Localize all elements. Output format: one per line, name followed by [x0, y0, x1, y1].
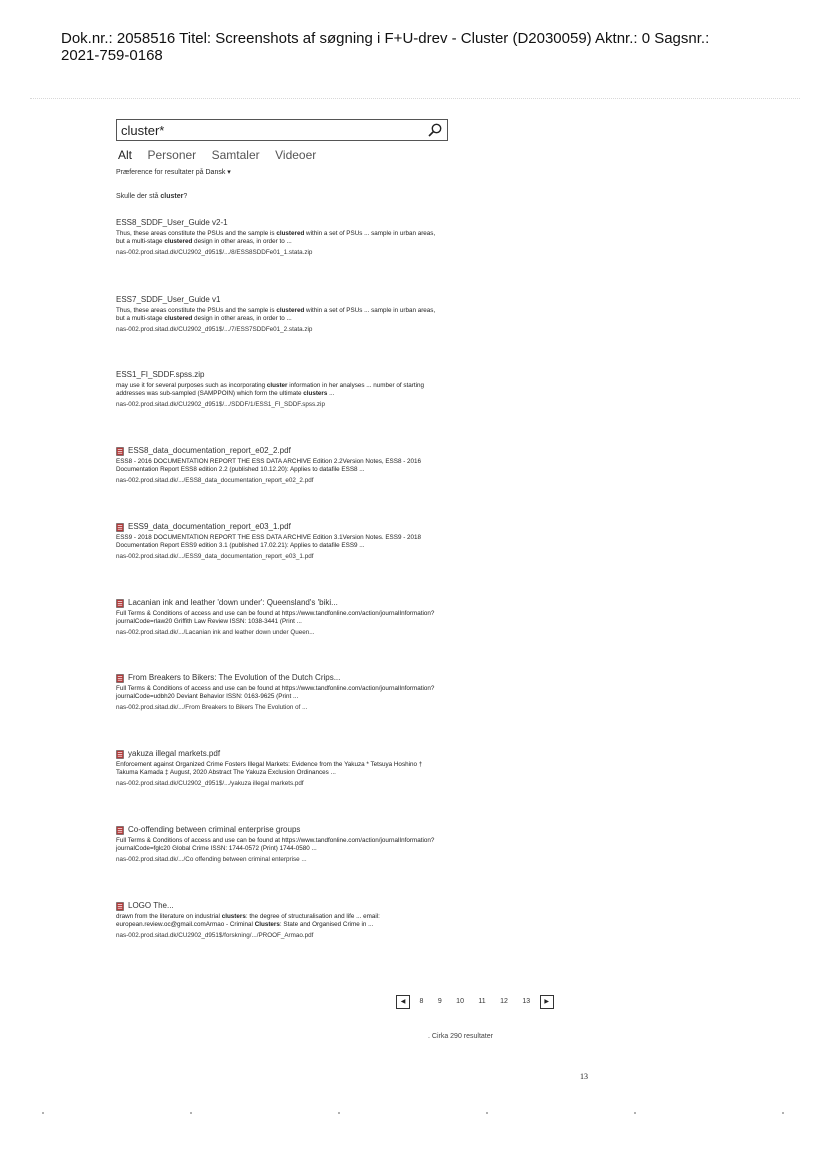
- snippet-text: within a set of PSUs ... sample in urban areas, but a multi-stage: [116, 230, 436, 246]
- result-title[interactable]: [116, 749, 436, 759]
- snippet-text: ESS8 - 2016 DOCUMENTATION REPORT THE ESS DATA ARCHIVE Edition 2.2Version Notes, ESS8 - 2016 Documentation Report ESS8 edition 2.2 (published 10.12.20): Applies to datafile ESS8 ...: [116, 458, 422, 474]
- result-title-text: ESS8_data_documentation_report_e02_2.pdf: [128, 446, 291, 455]
- pdf-file-icon: [116, 750, 124, 759]
- search-box[interactable]: [116, 119, 448, 141]
- snippet-text: Full Terms & Conditions of access and use can be found at https://www.tandfonline.com/action/journalInformation?journalCode=rlaw20 Griffith Law Review ISSN: 1038-3441 (Print ...: [116, 610, 435, 626]
- tab-conversations[interactable]: Samtaler: [211, 148, 260, 162]
- scan-speck: [338, 1112, 340, 1114]
- result-url[interactable]: nas-002.prod.sitad.dk/.../ESS9_data_documentation_report_e03_1.pdf: [116, 553, 314, 561]
- divider: [30, 98, 800, 100]
- snippet-text: drawn from the literature on industrial: [116, 913, 222, 920]
- snippet-highlight: clustered: [164, 238, 193, 246]
- result-title-text: Lacanian ink and leather 'down under': Queensland's 'biki...: [128, 598, 338, 607]
- search-result: [116, 673, 436, 712]
- result-title-text: yakuza illegal markets.pdf: [128, 749, 221, 758]
- search-result: [116, 295, 436, 334]
- search-icon[interactable]: [427, 122, 443, 138]
- search-result: [116, 749, 436, 788]
- result-title-text: ESS8_SDDF_User_Guide v2-1: [116, 218, 228, 227]
- page-number: 13: [580, 1072, 588, 1081]
- result-snippet: [116, 761, 436, 777]
- result-snippet: [116, 685, 436, 701]
- snippet-highlight: clusters: [303, 390, 328, 398]
- snippet-text: Thus, these areas constitute the PSUs and the sample is: [116, 230, 277, 237]
- chevron-left-icon[interactable]: ◀: [396, 995, 410, 1009]
- search-result: [116, 825, 436, 864]
- snippet-text: may use it for several purposes such as incorporating: [116, 382, 267, 389]
- scan-speck: [782, 1112, 784, 1114]
- search-tabs: [118, 146, 327, 162]
- language-preference-label: Præference for resultater på: [116, 169, 204, 176]
- result-title-text: ESS7_SDDF_User_Guide v1: [116, 295, 221, 304]
- result-count: . Cirka 290 resultater: [428, 1033, 493, 1040]
- result-title[interactable]: [116, 673, 436, 683]
- result-title-text: ESS1_FI_SDDF.spss.zip: [116, 370, 205, 379]
- result-url[interactable]: nas-002.prod.sitad.dk/.../Lacanian ink and leather down under Queen...: [116, 629, 315, 637]
- result-url[interactable]: nas-002.prod.sitad.dk/.../From Breakers to Bikers The Evolution of ...: [116, 704, 308, 712]
- result-snippet: [116, 382, 436, 398]
- result-url[interactable]: nas-002.prod.sitad.dk/CU2902_d951$/.../8/ESS8SDDFe01_1.stata.zip: [116, 249, 313, 257]
- pagination: [396, 993, 554, 1011]
- result-title-text: Co-offending between criminal enterprise groups: [128, 825, 301, 834]
- result-title[interactable]: [116, 522, 436, 532]
- page-link[interactable]: 10: [456, 998, 464, 1006]
- result-url[interactable]: nas-002.prod.sitad.dk/CU2902_d951$/forskning/.../PROOF_Armao.pdf: [116, 932, 314, 940]
- result-title[interactable]: [116, 295, 436, 305]
- result-title-text: From Breakers to Bikers: The Evolution of the Dutch Crips...: [128, 673, 341, 682]
- result-snippet: [116, 837, 436, 853]
- snippet-highlight: Clusters: [254, 921, 280, 929]
- page-link[interactable]: 11: [478, 998, 486, 1006]
- result-title[interactable]: [116, 446, 436, 456]
- scan-speck: [190, 1112, 192, 1114]
- result-url[interactable]: nas-002.prod.sitad.dk/CU2902_d951$/.../7/ESS7SDDFe01_2.stata.zip: [116, 326, 313, 334]
- snippet-text: ...: [327, 390, 335, 398]
- document-header-line2: 2021-759-0168: [61, 47, 163, 64]
- page-link[interactable]: 13: [522, 998, 531, 1006]
- spelling-suggestion-suffix: ?: [183, 193, 188, 200]
- search-result: [116, 218, 436, 257]
- result-title-text: LOGO The...: [128, 901, 174, 910]
- document-header-line1: Dok.nr.: 2058516 Titel: Screenshots af søgning i F+U-drev - Cluster (D2030059) Aktnr.: 0 Sagsnr.:: [61, 30, 710, 47]
- pdf-file-icon: [116, 826, 124, 835]
- snippet-text: design in other areas, in order to ...: [192, 315, 292, 323]
- pdf-file-icon: [116, 674, 124, 683]
- search-input[interactable]: [121, 121, 421, 139]
- language-dropdown-value: Dansk: [205, 169, 226, 176]
- result-snippet: [116, 610, 436, 626]
- result-snippet: [116, 458, 436, 474]
- search-result: [116, 446, 436, 485]
- tab-people[interactable]: Personer: [147, 148, 197, 162]
- search-result: [116, 598, 436, 637]
- document-header: [61, 30, 801, 64]
- pdf-file-icon: [116, 523, 124, 532]
- snippet-highlight: clustered: [164, 315, 193, 323]
- result-title[interactable]: [116, 218, 436, 228]
- snippet-text: information in her analyses ... number of starting addresses was sub-sampled (SAMPPOIN) which form the ultimate: [116, 382, 425, 398]
- scan-speck: [634, 1112, 636, 1114]
- result-title[interactable]: [116, 825, 436, 835]
- pdf-file-icon: [116, 447, 124, 456]
- tab-all[interactable]: Alt: [118, 148, 133, 162]
- result-url[interactable]: nas-002.prod.sitad.dk/CU2902_d951$/.../SDDF/1/ESS1_FI_SDDF.spss.zip: [116, 401, 325, 409]
- result-title[interactable]: [116, 370, 436, 380]
- snippet-highlight: clustered: [276, 307, 305, 314]
- result-title-text: ESS9_data_documentation_report_e03_1.pdf: [128, 522, 291, 531]
- language-preference: [116, 168, 231, 176]
- result-snippet: [116, 913, 436, 929]
- snippet-text: Full Terms & Conditions of access and use can be found at https://www.tandfonline.com/action/journalInformation?journalCode=fglc20 Global Crime ISSN: 1744-0572 (Print) 1744-0580 ...: [116, 837, 435, 853]
- pdf-file-icon: [116, 599, 124, 608]
- scan-speck: [42, 1112, 44, 1114]
- result-snippet: [116, 534, 436, 550]
- snippet-text: design in other areas, in order to ...: [192, 238, 292, 246]
- page-link[interactable]: 12: [500, 998, 508, 1006]
- result-snippet: [116, 307, 436, 323]
- tab-videos[interactable]: Videoer: [275, 148, 317, 162]
- pdf-file-icon: [116, 902, 124, 911]
- spelling-suggestion-prefix: Skulle der stå: [116, 193, 159, 200]
- snippet-highlight: cluster: [266, 382, 288, 389]
- scan-speck: [486, 1112, 488, 1114]
- snippet-text: ESS9 - 2018 DOCUMENTATION REPORT THE ESS DATA ARCHIVE Edition 3.1Version Notes. ESS9 - 2018 Documentation Report ESS9 edition 3.1 (published 17.02.21): Applies to datafile ESS9 ...: [116, 534, 422, 550]
- snippet-highlight: clustered: [276, 230, 305, 237]
- search-result: [116, 901, 436, 940]
- search-result: [116, 370, 436, 409]
- snippet-text: within a set of PSUs ... sample in urban areas, but a multi-stage: [116, 307, 436, 323]
- result-url[interactable]: nas-002.prod.sitad.dk/.../Co offending between criminal enterprise ...: [116, 856, 307, 864]
- result-url[interactable]: nas-002.prod.sitad.dk/.../ESS8_data_documentation_report_e02_2.pdf: [116, 477, 314, 485]
- page-link[interactable]: 8: [419, 998, 424, 1006]
- spelling-suggestion: [116, 193, 187, 200]
- snippet-text: : the degree of structuralisation and life ... email: european.review.oc@gmail.comArmao - Criminal: [116, 913, 380, 929]
- snippet-text: Thus, these areas constitute the PSUs and the sample is: [116, 307, 277, 314]
- result-snippet: [116, 230, 436, 246]
- chevron-right-icon[interactable]: ▶: [540, 995, 554, 1009]
- snippet-text: Enforcement against Organized Crime Fosters Illegal Markets: Evidence from the Yakuza * Tetsuya Hoshino † Takuma Kamada ‡ August, 2020 Abstract The Yakuza Exclusion Ordinances ...: [116, 761, 423, 777]
- snippet-text: : State and Organised Crime in ...: [279, 921, 374, 929]
- search-result: [116, 522, 436, 561]
- page-link[interactable]: 9: [437, 998, 442, 1006]
- spelling-suggestion-link[interactable]: cluster: [160, 193, 184, 200]
- snippet-text: Full Terms & Conditions of access and use can be found at https://www.tandfonline.com/action/journalInformation?journalCode=udbh20 Deviant Behavior ISSN: 0163-9625 (Print ...: [116, 685, 435, 701]
- result-title[interactable]: [116, 901, 436, 911]
- result-title[interactable]: [116, 598, 436, 608]
- result-url[interactable]: nas-002.prod.sitad.dk/CU2902_d951$/.../yakuza illegal markets.pdf: [116, 780, 304, 788]
- snippet-highlight: clusters: [221, 913, 246, 920]
- chevron-down-icon: ▾: [227, 169, 231, 176]
- language-dropdown[interactable]: [206, 169, 231, 176]
